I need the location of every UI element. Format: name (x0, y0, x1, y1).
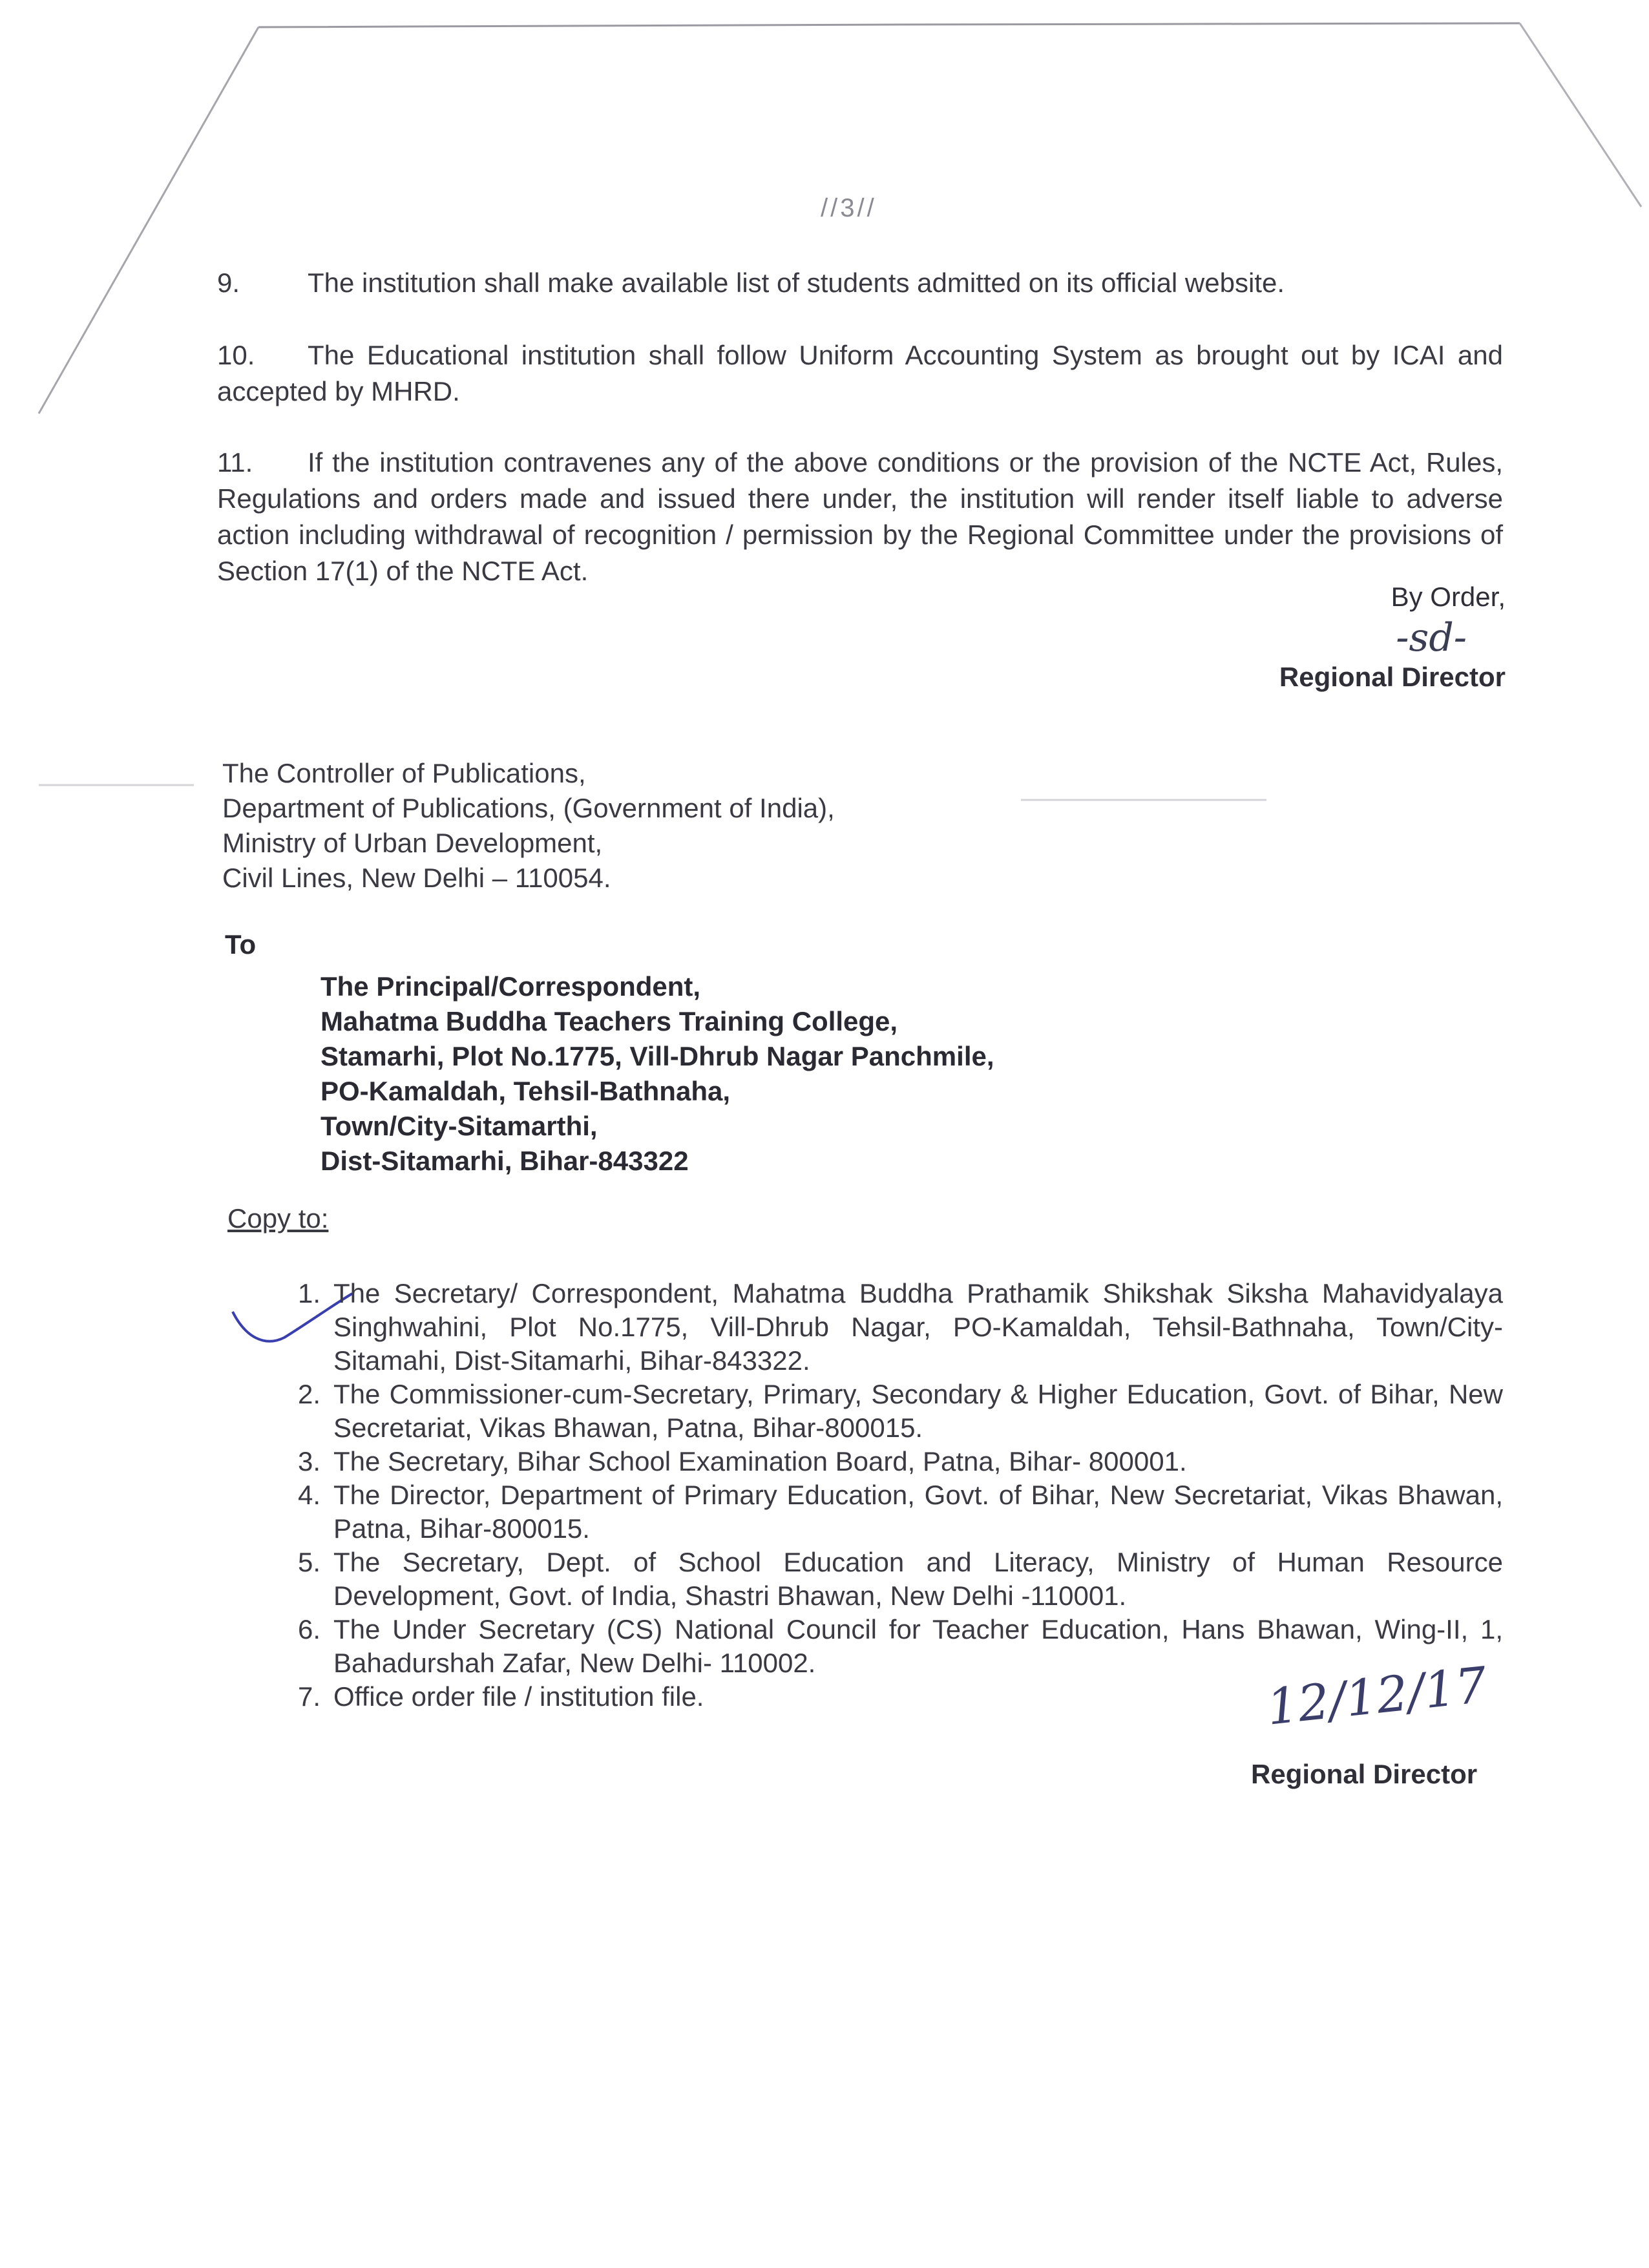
list-item (246, 1277, 1503, 1378)
recipient-line: The Principal/Correspondent, (320, 971, 701, 1002)
signature-block (1247, 582, 1506, 693)
recipient-line: Stamarhi, Plot No.1775, Vill-Dhrub Nagar Panchmile, (320, 1041, 994, 1071)
recipient-line: Town/City-Sitamarthi, (320, 1111, 598, 1141)
to-label: To (225, 929, 257, 960)
list-item (246, 1478, 1503, 1546)
list-item-text: Office order file / institution file. (333, 1681, 704, 1712)
condition-10 (217, 337, 1503, 410)
recipient-line: PO-Kamaldah, Tehsil-Bathnaha, (320, 1076, 730, 1106)
list-item-number: 6. (297, 1614, 320, 1644)
list-item-text: The Under Secretary (CS) National Council for Teacher Education, Hans Bhawan, Wing-II, 1, Bahadurshah Zafar, New Delhi- 110002. (333, 1614, 1503, 1678)
list-item-text: The Commissioner-cum-Secretary, Primary, Secondary & Higher Education, Govt. of Bihar, New Secretariat, Vikas Bhawan, Patna, Bihar-800015. (333, 1379, 1503, 1443)
recipient-address (320, 969, 994, 1179)
list-item-number: 5. (297, 1547, 320, 1577)
page-number-marker: //3// (821, 194, 877, 222)
copy-to-label: Copy to: (227, 1203, 329, 1234)
condition-number: 10. (217, 340, 255, 370)
closing-regional-director-title: Regional Director (1251, 1759, 1478, 1789)
list-item (246, 1378, 1503, 1445)
regional-director-title: Regional Director (1279, 662, 1506, 692)
list-item-text: The Secretary/ Correspondent, Mahatma Buddha Prathamik Shikshak Siksha Mahavidyalaya Singhwahini, Plot No.1775, Vill-Dhrub Nagar, PO-Kamaldah, Tehsil-Bathnaha, Town/City-Sitamahi, Dist-Sitamarhi, Bihar-843322. (333, 1278, 1503, 1376)
condition-text: If the institution contravenes any of the above conditions or the provision of the NCTE Act, Rules, Regulations and orders made and issued there under, the institution will render itself liable to adverse action including withdrawal of recognition / permission by the Regional Committee under the provisions of Section 17(1) of the NCTE Act. (217, 447, 1503, 586)
sd-signature: -sd- (1396, 615, 1467, 660)
address-line: The Controller of Publications, (222, 758, 586, 788)
condition-number: 9. (217, 268, 240, 298)
list-item-number: 4. (297, 1480, 320, 1510)
condition-text: The Educational institution shall follow Uniform Accounting System as brought out by ICAI and accepted by MHRD. (217, 340, 1503, 406)
address-line: Department of Publications, (Government of India), (222, 793, 835, 823)
list-item-text: The Director, Department of Primary Education, Govt. of Bihar, New Secretariat, Vikas Bhawan, Patna, Bihar-800015. (333, 1480, 1503, 1544)
list-item-number: 7. (297, 1681, 320, 1712)
recipient-line: Dist-Sitamarhi, Bihar-843322 (320, 1146, 689, 1176)
copy-to-list (246, 1277, 1503, 1714)
recipient-line: Mahatma Buddha Teachers Training College, (320, 1006, 898, 1036)
list-item-number: 3. (297, 1446, 320, 1476)
publication-address (222, 756, 835, 896)
list-item-number: 1. (297, 1278, 320, 1308)
condition-number: 11. (217, 447, 253, 478)
condition-11 (217, 445, 1503, 589)
list-item-text: The Secretary, Bihar School Examination Board, Patna, Bihar- 800001. (333, 1446, 1187, 1476)
handwritten-signature-date: 12/12/17 (1264, 1655, 1490, 1736)
list-item (246, 1445, 1503, 1478)
list-item-number: 2. (297, 1379, 320, 1409)
list-item-text: The Secretary, Dept. of School Education and Literacy, Ministry of Human Resource Development, Govt. of India, Shastri Bhawan, New Delhi -110001. (333, 1547, 1503, 1611)
condition-text: The institution shall make available list of students admitted on its official website. (308, 268, 1285, 298)
condition-9 (217, 265, 1503, 301)
list-item (246, 1613, 1503, 1680)
by-order-text: By Order, (1391, 582, 1506, 612)
address-line: Civil Lines, New Delhi – 110054. (222, 863, 611, 893)
list-item (246, 1546, 1503, 1613)
address-line: Ministry of Urban Development, (222, 828, 603, 858)
